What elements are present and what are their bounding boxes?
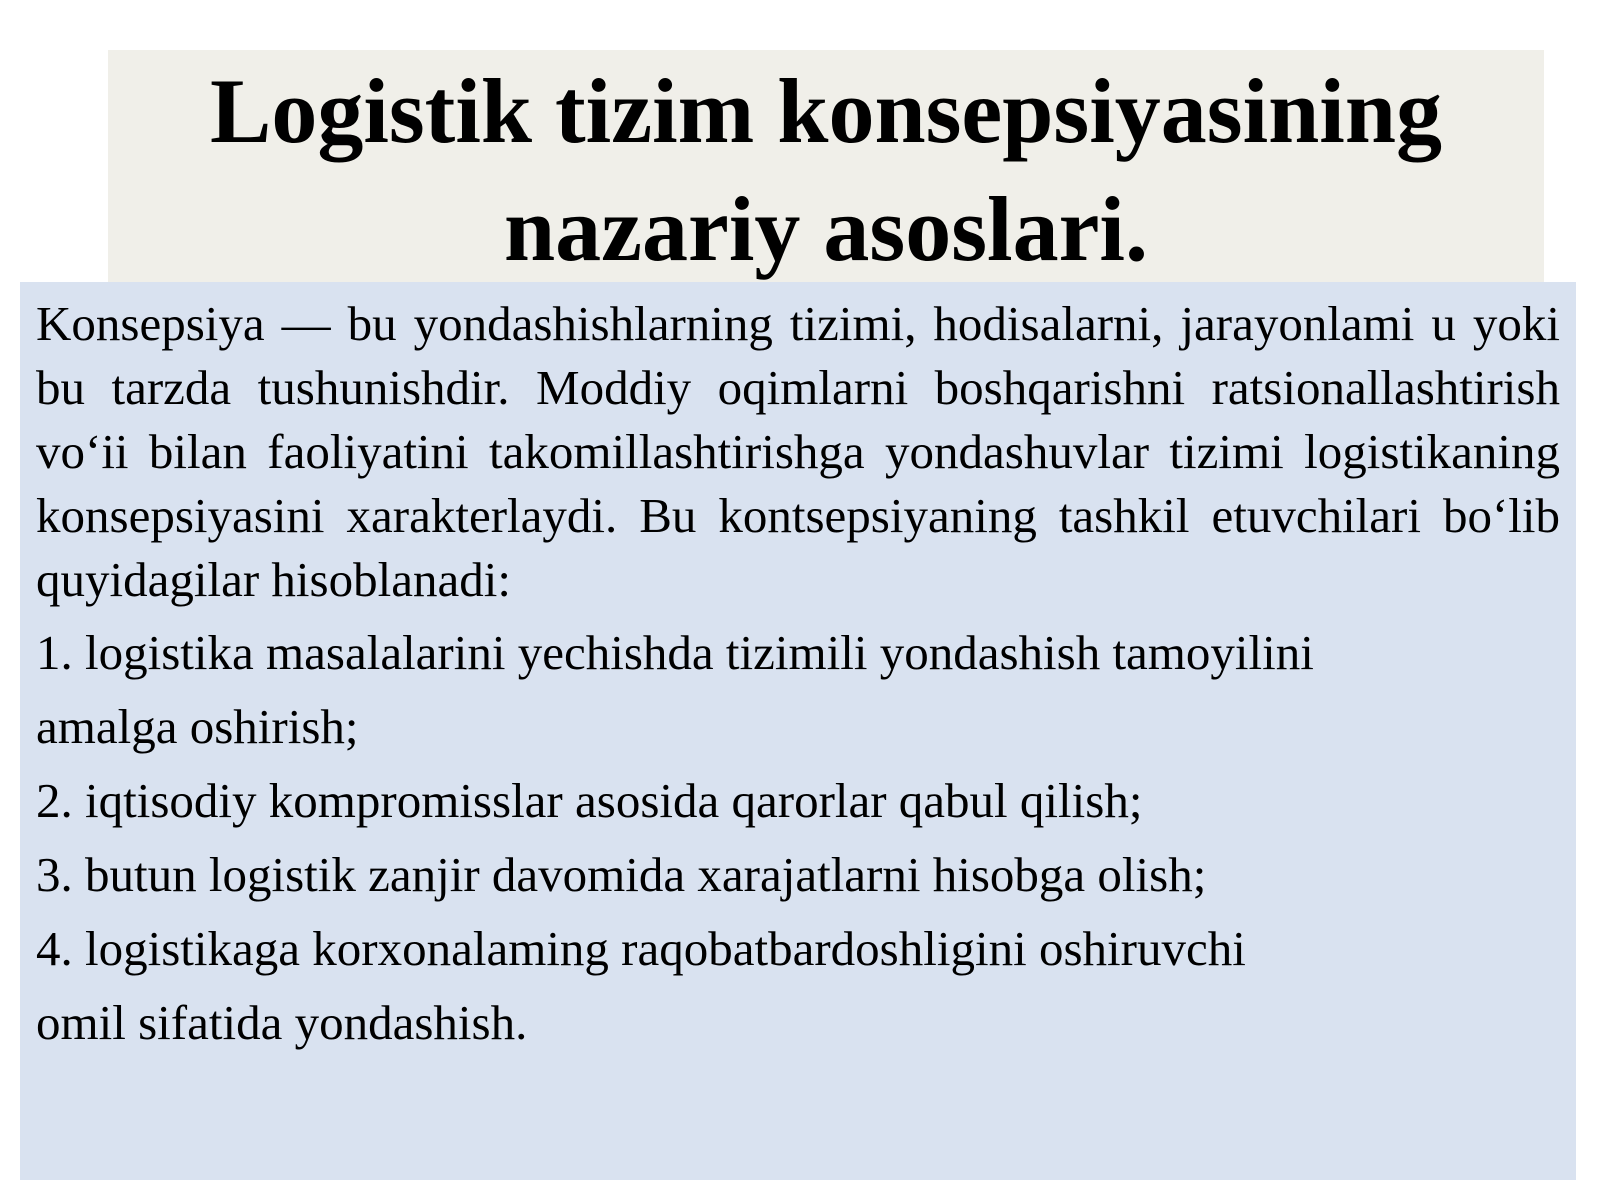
list-item: 4. logistikaga korxonalaming raqobatbardoshligini oshiruvchi omil sifatida yondashish. bbox=[36, 921, 1246, 1050]
list-item: 2. iqtisodiy kompromisslar asosida qarorlar qabul qilish; bbox=[36, 773, 1143, 828]
content-box bbox=[20, 282, 1576, 1180]
list-item: 1. logistika masalalarini yechishda tizimili yondashish tamoyilini amalga oshirish; bbox=[36, 625, 1314, 754]
slide-title bbox=[108, 52, 1544, 288]
list-item: 3. butun logistik zanjir davomida xarajatlarni hisobga olish; bbox=[36, 847, 1207, 902]
title-box bbox=[108, 50, 1544, 282]
intro-paragraph: Konsepsiya — bu yondashishlarning tizimi, hodisalarni, jarayonlami u yoki bu tarzda tushunishdir. Moddiy oqimlarni boshqarishni ratsionallashtirish vo‘ii bilan faoliyatini takomillashtirishga yondashuvlar tizimi logistikaning konsepsiyasini xarakterlaydi. Bu kontsepsiyaning tashkil etuvchilari bo‘lib quyidagilar hisoblanadi: bbox=[36, 296, 1560, 607]
title-line-1: Logistik tizim konsepsiyasining bbox=[209, 60, 1443, 162]
title-line-2: nazariy asoslari. bbox=[504, 178, 1148, 280]
concept-list bbox=[36, 616, 1560, 1060]
